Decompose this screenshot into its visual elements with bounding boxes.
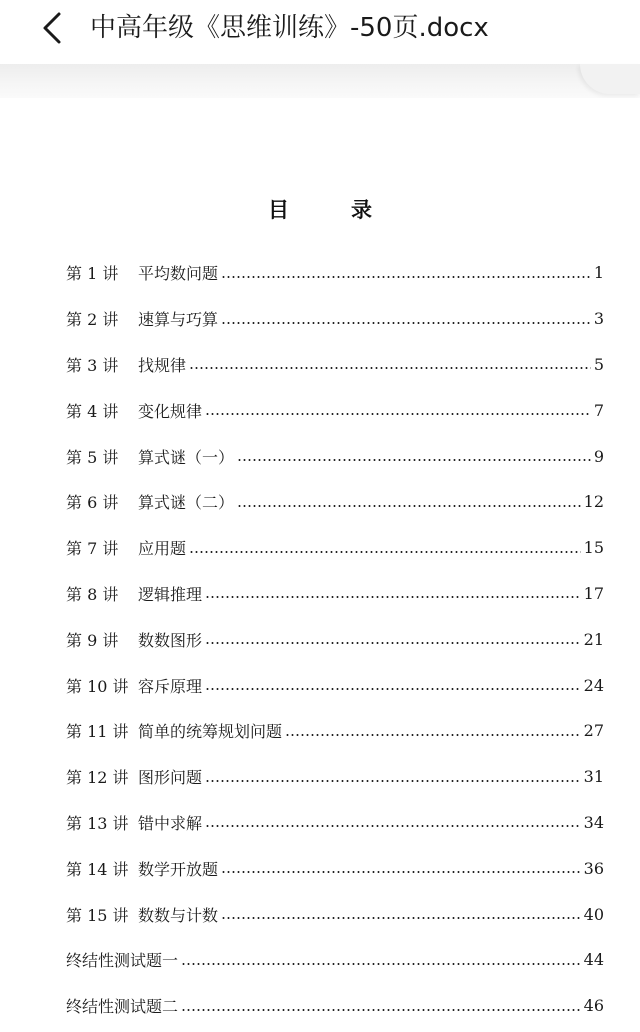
toc-entry[interactable]	[66, 479, 604, 525]
toc-dot-leader	[189, 367, 591, 369]
toc-dot-leader	[181, 1009, 581, 1011]
chevron-left-icon	[41, 11, 63, 45]
toc-dot-leader	[205, 825, 581, 827]
toc-entry-title: 找规律	[138, 355, 187, 375]
toc-entry-page: 15	[583, 538, 604, 558]
toc-entry[interactable]	[66, 387, 604, 433]
toolbar-separator	[0, 64, 640, 98]
toc-entry-page: 1	[593, 263, 604, 283]
toc-entry[interactable]	[66, 800, 604, 846]
toc-dot-leader	[221, 917, 581, 919]
toc-entry-lecture: 第 11 讲	[66, 722, 129, 742]
toc-entry[interactable]	[66, 342, 604, 388]
toc-dot-leader	[205, 780, 581, 782]
toc-entry[interactable]	[66, 937, 604, 983]
toc-entry-title: 图形问题	[138, 768, 203, 788]
toc-dot-leader	[205, 413, 591, 415]
toc-dot-leader	[205, 688, 581, 690]
toc-entry-page: 40	[583, 904, 604, 924]
toc-entry-lecture: 第 8 讲	[66, 584, 119, 604]
toc-entry-lecture: 第 12 讲	[66, 768, 129, 788]
toc-dot-leader	[221, 322, 591, 324]
toc-entry[interactable]	[66, 891, 604, 937]
document-title: 中高年级《思维训练》-50页.docx	[90, 13, 489, 43]
toc-entry-lecture: 第 2 讲	[66, 310, 119, 330]
toc-entry-title: 算式谜（一）	[138, 447, 235, 467]
toc-entry-page: 3	[593, 309, 604, 329]
toc-entry[interactable]	[66, 250, 604, 296]
toc-entry-page: 24	[583, 675, 604, 695]
toc-entry-page: 5	[593, 354, 604, 374]
toc-dot-leader	[237, 459, 591, 461]
toc-entry-page: 34	[583, 812, 604, 832]
toc-entry[interactable]	[66, 845, 604, 891]
toc-entry[interactable]	[66, 708, 604, 754]
toc-entry-page: 46	[583, 996, 604, 1016]
toc-heading	[0, 194, 640, 224]
toc-entry-lecture: 第 5 讲	[66, 447, 119, 467]
toc-entry-lecture: 第 6 讲	[66, 493, 119, 513]
toc-entry-page: 21	[583, 629, 604, 649]
toc-entry-title: 数数图形	[138, 630, 203, 650]
toc-entry-lecture: 第 7 讲	[66, 539, 119, 559]
toc-list	[66, 250, 604, 1029]
toc-dot-leader	[221, 276, 591, 278]
toc-entry[interactable]	[66, 571, 604, 617]
toc-entry-title: 终结性测试题一	[66, 951, 179, 971]
toc-entry-lecture: 第 13 讲	[66, 813, 129, 833]
toc-entry-page: 27	[583, 721, 604, 741]
toc-dot-leader	[181, 963, 581, 965]
toc-dot-leader	[221, 871, 581, 873]
toc-entry[interactable]	[66, 433, 604, 479]
toc-entry-title: 数数与计数	[138, 905, 219, 925]
toc-entry[interactable]	[66, 296, 604, 342]
toc-entry-page: 17	[583, 583, 604, 603]
toc-entry-title: 错中求解	[138, 813, 203, 833]
toc-entry[interactable]	[66, 616, 604, 662]
toc-entry[interactable]	[66, 754, 604, 800]
toc-entry-lecture: 第 9 讲	[66, 630, 119, 650]
toc-entry-page: 7	[593, 400, 604, 420]
toc-entry[interactable]	[66, 662, 604, 708]
toc-entry[interactable]	[66, 983, 604, 1029]
toc-entry-page: 9	[593, 446, 604, 466]
back-button[interactable]	[34, 8, 70, 48]
toc-entry-title: 变化规律	[138, 401, 203, 421]
toc-entry-lecture: 第 3 讲	[66, 355, 119, 375]
toc-entry-lecture: 第 15 讲	[66, 905, 129, 925]
toc-entry-title: 简单的统筹规划问题	[138, 722, 283, 742]
document-page[interactable]	[0, 98, 640, 1032]
toc-entry-title: 数学开放题	[138, 859, 219, 879]
top-bar	[0, 0, 640, 62]
toc-entry-lecture: 第 1 讲	[66, 264, 119, 284]
toc-entry-lecture: 第 14 讲	[66, 859, 129, 879]
toc-entry-lecture: 第 4 讲	[66, 401, 119, 421]
toc-heading-right: 录	[351, 197, 372, 222]
toc-entry-page: 12	[583, 492, 604, 512]
toc-entry[interactable]	[66, 525, 604, 571]
toc-entry-title: 应用题	[138, 539, 187, 559]
toc-dot-leader	[205, 642, 581, 644]
toc-entry-title: 算式谜（二）	[138, 493, 235, 513]
toc-entry-page: 44	[583, 950, 604, 970]
toc-entry-lecture: 第 10 讲	[66, 676, 129, 696]
toc-entry-title: 终结性测试题二	[66, 997, 179, 1017]
toc-dot-leader	[237, 505, 581, 507]
toc-entry-title: 容斥原理	[138, 676, 203, 696]
toc-dot-leader	[189, 551, 581, 553]
toc-entry-page: 36	[583, 858, 604, 878]
toc-heading-left: 目	[268, 197, 289, 222]
toc-entry-title: 速算与巧算	[138, 310, 219, 330]
toc-entry-page: 31	[583, 767, 604, 787]
toc-entry-title: 平均数问题	[138, 264, 219, 284]
toc-dot-leader	[285, 734, 581, 736]
toc-dot-leader	[205, 596, 581, 598]
toc-entry-title: 逻辑推理	[138, 584, 203, 604]
